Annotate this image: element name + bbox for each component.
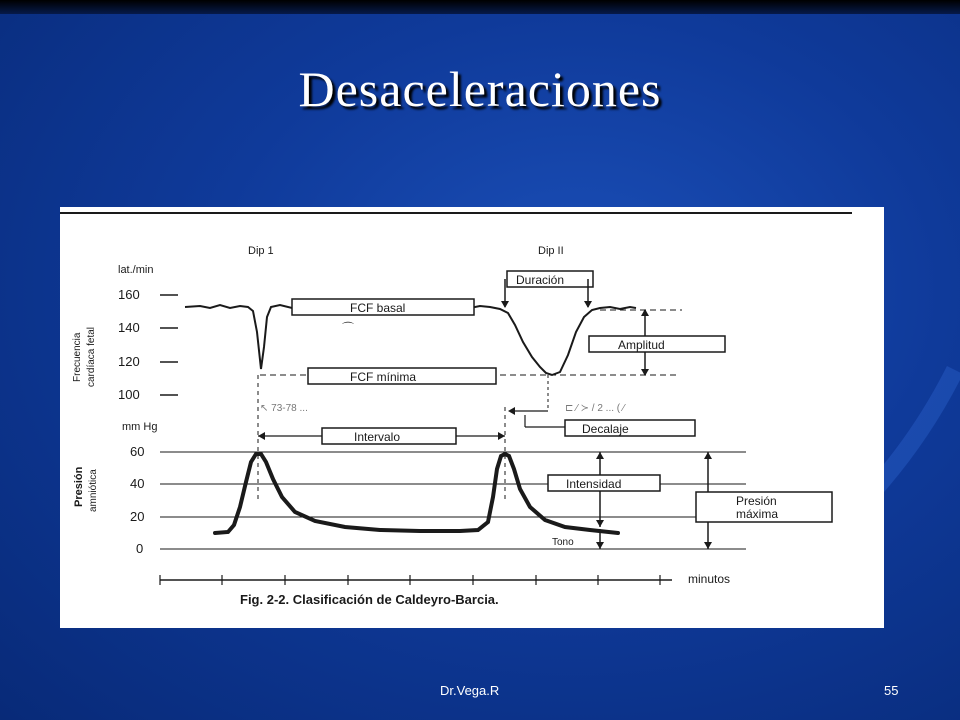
dip1-label: Dip 1 [248, 245, 274, 257]
caldeyro-barcia-figure [60, 207, 884, 628]
slide-title: Desaceleraciones [298, 61, 662, 117]
pressure-trace [215, 454, 618, 533]
fcf-axis-label: Frecuencia [72, 332, 83, 382]
fcf-tick-100: 100 [118, 387, 140, 402]
pressure-tick-20: 20 [130, 509, 145, 524]
decalaje-label: Decalaje [582, 422, 629, 436]
tono-label: Tono [552, 537, 574, 548]
presion-maxima-label-1: Presión [736, 494, 777, 508]
pressure-axis-label-2: amniótica [88, 469, 99, 512]
handwritten-note-right: ⊏ ⁄ ≻ / 2 ... ( ⁄ [565, 403, 625, 414]
fcf-axis-label-2: cardíaca fetal [86, 326, 97, 387]
handwritten-note-left: ↖ 73-78 ... [260, 403, 308, 414]
presion-maxima-label-2: máxima [736, 507, 779, 521]
fcf-tick-140: 140 [118, 320, 140, 335]
intervalo-label: Intervalo [354, 430, 401, 444]
dip2-label: Dip II [538, 245, 564, 257]
fcf-minima-label: FCF mínima [350, 370, 416, 384]
footer-page-number: 55 [884, 683, 899, 698]
intensidad-label: Intensidad [566, 477, 622, 491]
pressure-tick-0: 0 [136, 541, 144, 556]
pressure-unit-label: mm Hg [122, 421, 158, 433]
fcf-basal-label: FCF basal [350, 301, 406, 315]
pressure-tick-40: 40 [130, 476, 145, 491]
footer-author: Dr.Vega.R [440, 683, 500, 698]
figure-caption: Fig. 2-2. Clasificación de Caldeyro-Barcia. [240, 592, 499, 607]
pressure-axis-label: Presión [73, 466, 85, 507]
fcf-basal-scribble: ⌒ [342, 321, 355, 335]
pressure-tick-60: 60 [130, 444, 145, 459]
fcf-unit-label: lat./min [118, 264, 154, 276]
top-bar [0, 0, 960, 14]
duracion-label: Duración [516, 273, 565, 287]
amplitud-label: Amplitud [618, 338, 665, 352]
fcf-tick-120: 120 [118, 354, 140, 369]
time-axis-label: minutos [688, 572, 731, 586]
fcf-tick-160: 160 [118, 287, 140, 302]
